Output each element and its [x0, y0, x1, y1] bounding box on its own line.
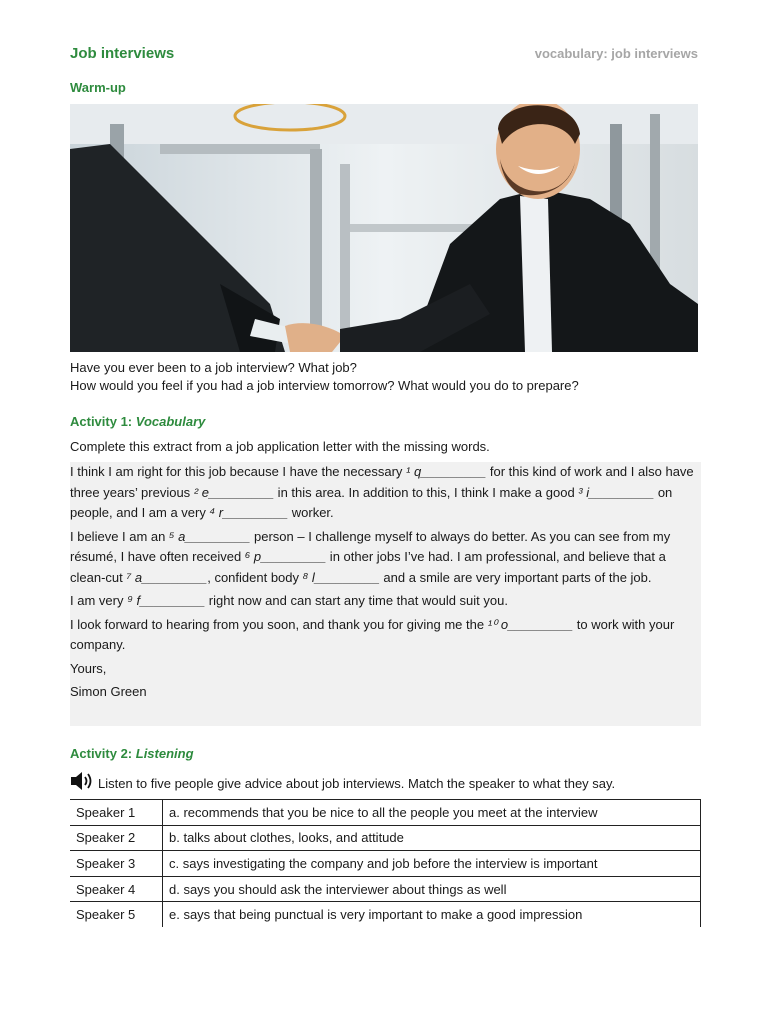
gap-5[interactable]: ⁵ a_________ [169, 528, 251, 544]
letter-paragraph-3 [70, 591, 701, 615]
text: to work with your company. [70, 616, 675, 652]
statement-cell: e. says that being punctual is very important to make a good impression [163, 902, 701, 927]
speaker-cell: Speaker 2 [70, 825, 163, 851]
matching-table [70, 799, 701, 927]
gap-1[interactable]: ¹ q_________ [406, 464, 487, 479]
text: I think I am right for this job because I have the necessary [70, 464, 407, 479]
letter-paragraph-1 [70, 462, 701, 527]
statement-cell: b. talks about clothes, looks, and attitude [163, 825, 701, 851]
table-row [70, 825, 701, 851]
text: for this kind of work and I also have three years’ previous [70, 464, 694, 500]
text: in this area. In addition to this, I think I make a good [274, 484, 579, 500]
text: person – I challenge myself to always do better. As you can see from my résumé, I have often received [70, 528, 671, 564]
text: worker. [288, 505, 334, 520]
speaker-cell: Speaker 3 [70, 851, 163, 877]
activity1-instruction: Complete this extract from a job application letter with the missing words. [70, 439, 490, 454]
table-row [70, 800, 701, 826]
gap-7[interactable]: ⁷ a_________ [126, 569, 208, 585]
speaker-cell: Speaker 1 [70, 800, 163, 826]
table-row [70, 851, 701, 877]
gap-3[interactable]: ³ i_________ [578, 484, 655, 500]
gap-9[interactable]: ⁹ f_________ [127, 593, 206, 608]
activity1-heading-name: Vocabulary [135, 414, 206, 429]
speaker-cell: Speaker 5 [70, 902, 163, 927]
text: I look forward to hearing from you soon, and thank you for giving me the [70, 616, 488, 632]
statement-cell: d. says you should ask the interviewer about things as well [163, 876, 701, 902]
topic-label: vocabulary: job interviews [534, 46, 698, 61]
text: in other jobs I’ve had. I am professional, and believe that a clean-cut [70, 549, 666, 585]
letter-signature: Simon Green [70, 684, 147, 699]
statement-cell: c. says investigating the company and job before the interview is important [163, 851, 701, 877]
text: right now and can start any time that would suit you. [205, 593, 508, 608]
text: I believe I am an [70, 528, 169, 544]
activity1-heading [70, 414, 205, 429]
handshake-photo [70, 104, 698, 352]
activity1-heading-prefix: Activity 1: [70, 414, 136, 429]
letter-closing: Yours, [70, 660, 107, 676]
page-title: Job interviews [70, 45, 175, 62]
gap-10[interactable]: ¹⁰ o_________ [487, 616, 574, 632]
activity2-heading-prefix: Activity 2: [70, 746, 136, 761]
table-row [70, 902, 701, 927]
warmup-question-1: Have you ever been to a job interview? What job? [70, 360, 357, 375]
gap-4[interactable]: ⁴ r_________ [209, 505, 289, 520]
speaker-icon[interactable] [70, 770, 96, 792]
text: , confident body [207, 569, 303, 585]
text: I am very [70, 593, 128, 608]
activity2-heading [70, 746, 194, 761]
activity2-heading-name: Listening [135, 746, 194, 761]
statement-cell: a. recommends that you be nice to all the people you meet at the interview [163, 800, 701, 826]
text: and a smile are very important parts of the job. [379, 569, 652, 585]
letter-paragraph-4 [70, 615, 701, 659]
warmup-heading: Warm-up [70, 80, 126, 95]
table-row [70, 876, 701, 902]
text: on people, and I am a very [70, 484, 673, 520]
warmup-question-2: How would you feel if you had a job interview tomorrow? What would you do to prepare? [70, 378, 579, 393]
gap-6[interactable]: ⁶ p_________ [244, 549, 327, 564]
activity2-instruction: Listen to five people give advice about job interviews. Match the speaker to what they say. [98, 776, 616, 791]
gap-2[interactable]: ² e_________ [193, 484, 275, 500]
letter-extract [70, 462, 701, 726]
letter-paragraph-2 [70, 527, 701, 592]
gap-8[interactable]: ⁸ l_________ [302, 569, 380, 585]
speaker-cell: Speaker 4 [70, 876, 163, 902]
handshake-illustration [70, 104, 698, 352]
